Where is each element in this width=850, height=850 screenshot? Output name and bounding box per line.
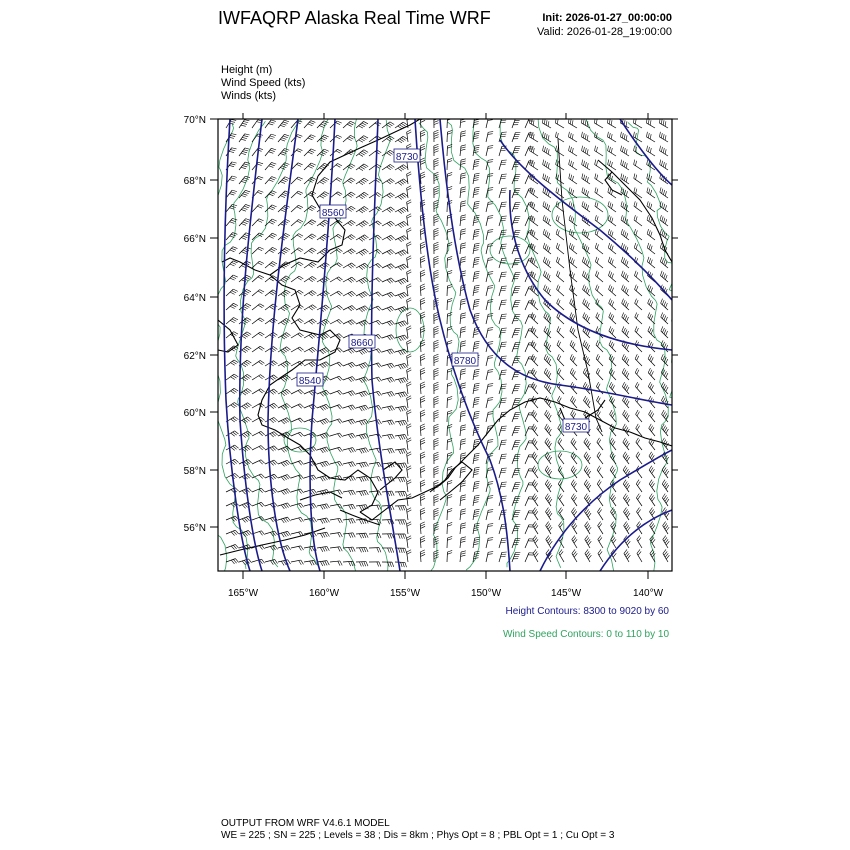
lat-tick-label: 68°N <box>183 176 206 187</box>
wind-barb-feather <box>434 116 439 118</box>
height-contour-label <box>394 149 420 163</box>
wind-barb-feather <box>447 116 452 118</box>
height-contour-note: Height Contours: 8300 to 9020 by 60 <box>505 606 669 617</box>
field-label-height: Height (m) <box>221 64 273 76</box>
chart-title: IWFAQRP Alaska Real Time WRF <box>218 8 491 28</box>
lat-tick-label: 66°N <box>183 234 206 245</box>
svg-text:8730: 8730 <box>395 152 419 163</box>
wind-barb-feather <box>475 117 480 118</box>
wind-barb-feather <box>407 116 411 118</box>
height-contour-label <box>349 335 375 349</box>
model-info-line2: WE = 225 ; SN = 225 ; Levels = 38 ; Dis = 8km ; Phys Opt = 8 ; PBL Opt = 1 ; Cu Opt = 3 <box>221 830 615 841</box>
lat-tick-label: 62°N <box>183 351 206 362</box>
init-time: Init: 2026-01-27_00:00:00 <box>542 12 672 24</box>
model-info-line1: OUTPUT FROM WRF V4.6.1 MODEL <box>221 818 390 829</box>
svg-text:8560: 8560 <box>321 208 345 219</box>
lat-tick-label: 64°N <box>183 293 206 304</box>
lat-tick-label: 70°N <box>183 115 206 126</box>
wind-speed-contour-note: Wind Speed Contours: 0 to 110 by 10 <box>502 629 669 640</box>
lon-tick-label: 155°W <box>389 588 421 599</box>
lat-tick-label: 60°N <box>183 408 206 419</box>
height-contour-label <box>563 419 589 433</box>
valid-time: Valid: 2026-01-28_19:00:00 <box>537 26 672 38</box>
wind-barb-feather <box>461 117 466 118</box>
height-contour-label <box>320 205 346 219</box>
svg-text:8660: 8660 <box>350 338 374 349</box>
wind-barb-feather <box>420 116 425 118</box>
lat-tick-label: 56°N <box>183 523 206 534</box>
lat-tick-label: 58°N <box>183 466 206 477</box>
field-label-winds: Winds (kts) <box>221 90 276 102</box>
svg-text:8540: 8540 <box>298 376 322 387</box>
height-contour-label <box>452 353 478 367</box>
wind-barb-feather <box>488 118 493 119</box>
lon-tick-label: 160°W <box>308 588 340 599</box>
lon-tick-label: 150°W <box>470 588 502 599</box>
svg-text:8780: 8780 <box>453 356 477 367</box>
height-contour-label <box>297 373 323 387</box>
lon-tick-label: 145°W <box>550 588 582 599</box>
lon-tick-label: 140°W <box>632 588 664 599</box>
svg-text:8730: 8730 <box>564 422 588 433</box>
field-label-wind-speed: Wind Speed (kts) <box>221 77 306 89</box>
lon-tick-label: 165°W <box>227 588 259 599</box>
